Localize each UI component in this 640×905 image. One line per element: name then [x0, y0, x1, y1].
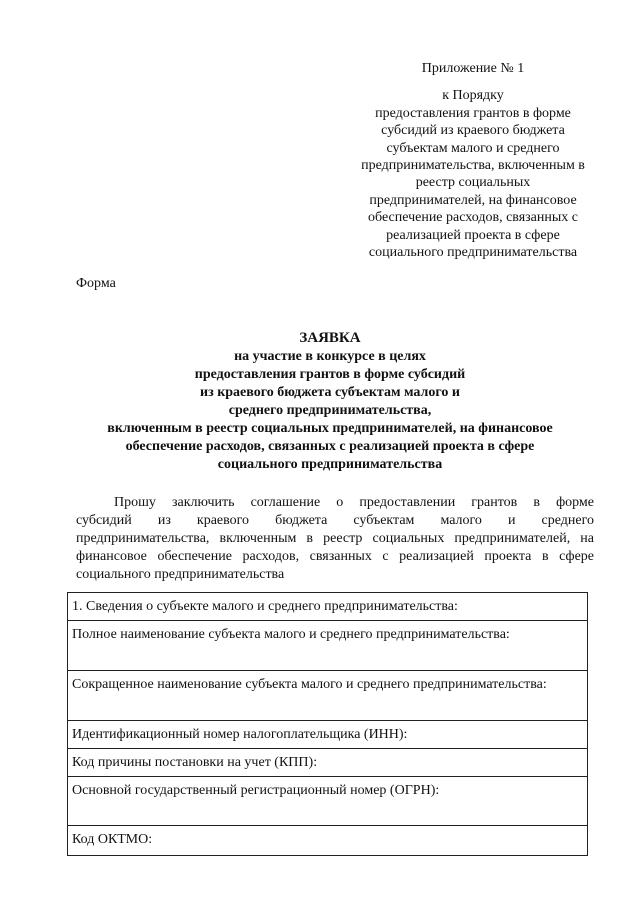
short-name-field[interactable]: Сокращенное наименование субъекта малого и среднего предпринимательства: [68, 671, 588, 721]
title-line: социального предпринимательства [217, 457, 443, 472]
title-main: ЗАЯВКА [299, 330, 361, 346]
appendix-line: предоставления грантов в форме [375, 105, 571, 121]
appendix-line: реестр социальных [415, 175, 531, 191]
table-row [68, 671, 588, 721]
full-name-field[interactable]: Полное наименование субъекта малого и среднего предпринимательства: [68, 621, 588, 671]
appendix-line: предпринимательства, включенным в [361, 158, 585, 174]
appendix-line: обеспечение расходов, связанных с [368, 210, 578, 226]
table-row [68, 621, 588, 671]
intro-line: субсидий из краевого бюджета субъектам малого и среднего [76, 513, 594, 528]
table-row [68, 749, 588, 777]
appendix-line: субъектам малого и среднего [386, 140, 560, 156]
appendix-line: субсидий из краевого бюджета [381, 123, 565, 139]
application-title [60, 329, 600, 474]
appendix-line: социального предпринимательства [368, 245, 578, 261]
appendix-number: Приложение № 1 [421, 61, 525, 76]
appendix-header [338, 60, 608, 261]
title-line: обеспечение расходов, связанных с реализацией проекта в сфере [125, 439, 535, 454]
title-line: среднего предпринимательства, [228, 403, 432, 418]
title-line: на участие в конкурсе в целях [234, 349, 426, 364]
intro-line: Прошу заключить соглашение о предоставлении грантов в форме [114, 495, 594, 510]
intro-line: финансовое обеспечение расходов, связанных с реализацией проекта в сфере [76, 549, 594, 564]
form-label: Форма [76, 276, 116, 291]
oktmo-field[interactable]: Код ОКТМО: [68, 826, 588, 856]
table-row [68, 777, 588, 826]
table-row [68, 826, 588, 856]
section-heading-cell: 1. Сведения о субъекте малого и среднего предпринимательства: [68, 593, 588, 621]
title-line: из краевого бюджета субъектам малого и [200, 385, 460, 400]
table-row [68, 721, 588, 749]
applicant-info-table [67, 592, 588, 856]
intro-paragraph [76, 494, 594, 584]
table-row [68, 593, 588, 621]
intro-line: социального предпринимательства [76, 567, 285, 582]
appendix-line: реализацией проекта в сфере [386, 227, 560, 243]
appendix-line: к Порядку [442, 88, 504, 104]
ogrn-field[interactable]: Основной государственный регистрационный номер (ОГРН): [68, 777, 588, 826]
inn-field[interactable]: Идентификационный номер налогоплательщика (ИНН): [68, 721, 588, 749]
appendix-line: предпринимателей, на финансовое [369, 192, 577, 208]
intro-line: предпринимательства, включенным в реестр социальных предпринимателей, на [76, 531, 594, 546]
title-line: предоставления грантов в форме субсидий [194, 367, 466, 382]
kpp-field[interactable]: Код причины постановки на учет (КПП): [68, 749, 588, 777]
title-line: включенным в реестр социальных предпринимателей, на финансовое [107, 421, 553, 436]
